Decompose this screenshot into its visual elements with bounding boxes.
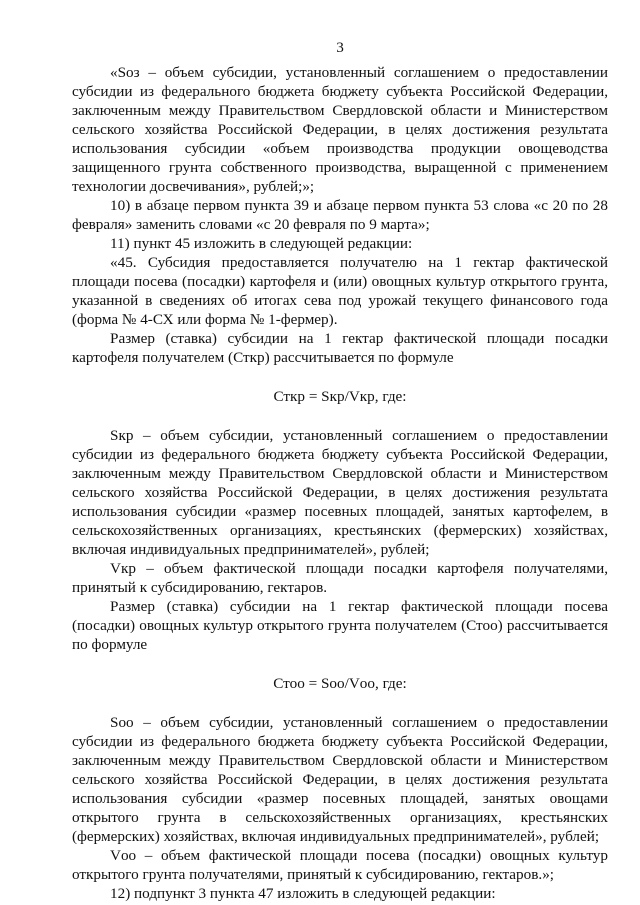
paragraph-definition-skr: Sкр – объем субсидии, установленный соглашением о предоставлении субсидии из федерального бюджета бюджету субъекта Российской Федерации, заключенным между Правительством Свердловской области и Министерством сельского хозяйства Российской Федерации, в целях достижения результата использования субсидии «размер посевных площадей, занятых картофелем, в сельскохозяйственных организациях, крестьянских (фермерских) хозяйствах, включая индивидуальных предпринимателей», рублей; — [72, 427, 608, 558]
paragraph-definition-soz: «Sоз – объем субсидии, установленный соглашением о предоставлении субсидии из федерального бюджета бюджету субъекта Российской Федерации, заключенным между Правительством Свердловской области и Министерством сельского хозяйства Российской Федерации, в целях достижения результата использования субсидии «объем производства продукции овощеводства защищенного грунта собственного производства, выращенной с применением технологии досвечивания», рублей;»; — [72, 64, 608, 195]
paragraph-item-11: 11) пункт 45 изложить в следующей редакции: — [110, 235, 413, 252]
paragraph-definition-soo: Sоо – объем субсидии, установленный соглашением о предоставлении субсидии из федерального бюджета бюджету субъекта Российской Федерации, заключенным между Правительством Свердловской области и Министерством сельского хозяйства Российской Федерации, в целях достижения результата использования субсидии «размер посевных площадей, занятых овощами открытого грунта в сельскохозяйственных организациях, крестьянских (фермерских) хозяйствах, включая индивидуальных предпринимателей», рублей; — [72, 714, 608, 845]
document-page — [72, 38, 608, 903]
paragraph-rate-potato: Размер (ставка) субсидии на 1 гектар фактической площади посадки картофеля получателем (Сткр) рассчитывается по формуле — [72, 330, 608, 366]
paragraph-definition-vkr: Vкр – объем фактической площади посадки картофеля получателями, принятый к субсидированию, гектаров. — [72, 560, 608, 596]
formula-vegetables-rate: Стоо = Sоо/Vоо, где: — [273, 675, 407, 692]
paragraph-clause-45: «45. Субсидия предоставляется получателю на 1 гектар фактической площади посева (посадки) картофеля и (или) овощных культур открытого грунта, указанной в сведениях об итогах сева под урожай текущего финансового года (форма № 4-СХ или форма № 1-фермер). — [72, 254, 608, 328]
paragraph-item-10: 10) в абзаце первом пункта 39 и абзаце первом пункта 53 слова «с 20 по 28 февраля» заменить словами «с 20 февраля по 9 марта»; — [72, 197, 608, 233]
paragraph-definition-voo: Vоо – объем фактической площади посева (посадки) овощных культур открытого грунта получателями, принятый к субсидированию, гектаров.»; — [72, 847, 608, 883]
page-number: 3 — [336, 39, 344, 56]
formula-potato-rate: Сткр = Sкр/Vкр, где: — [273, 388, 407, 405]
paragraph-rate-vegetables: Размер (ставка) субсидии на 1 гектар фактической площади посева (посадки) овощных культур открытого грунта получателем (Стоо) рассчитывается по формуле — [72, 598, 608, 653]
paragraph-item-12: 12) подпункт 3 пункта 47 изложить в следующей редакции: — [110, 885, 496, 902]
